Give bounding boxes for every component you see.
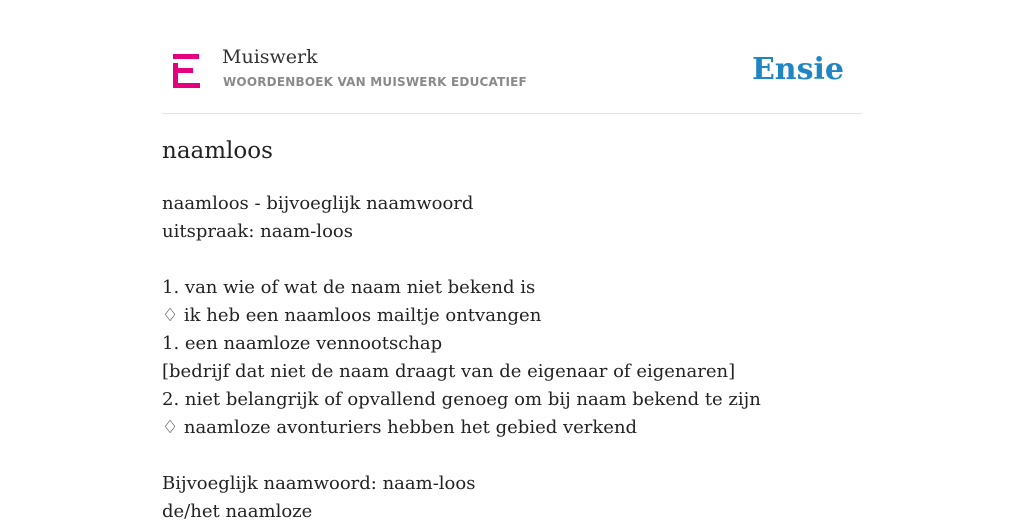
definition-line-meaning-2: 2. niet belangrijk of opvallend genoeg om bij naam bekend te zijn — [162, 389, 761, 410]
ensie-brand-link[interactable]: Ensie — [751, 52, 844, 87]
logo-bar-bottom — [173, 83, 200, 88]
definition-line-word-class: naamloos - bijvoeglijk naamwoord — [162, 193, 474, 214]
definition-line-phrase-1: 1. een naamloze vennootschap — [162, 333, 443, 354]
muiswerk-logo-icon[interactable] — [173, 54, 200, 88]
definition-line-phrase-explanation: [bedrijf dat niet de naam draagt van de eigenaar of eigenaren] — [162, 361, 736, 382]
definition-line-example-1: ♢ ik heb een naamloos mailtje ontvangen — [162, 305, 542, 326]
definition-spacer — [162, 246, 761, 274]
header — [162, 0, 862, 114]
definition-body — [162, 190, 761, 526]
site-subtitle: WOORDENBOEK VAN MUISWERK EDUCATIEF — [223, 75, 527, 89]
logo-bar-top — [173, 54, 199, 59]
definition-line-meaning-1: 1. van wie of wat de naam niet bekend is — [162, 277, 536, 298]
definition-spacer — [162, 442, 761, 470]
entry-title: naamloos — [162, 138, 273, 164]
definition-line-forms: de/het naamloze — [162, 501, 313, 522]
page-container — [162, 0, 862, 522]
site-name[interactable]: Muiswerk — [222, 46, 318, 68]
definition-line-pronunciation: uitspraak: naam-loos — [162, 221, 353, 242]
logo-bar-middle — [173, 68, 193, 73]
definition-line-example-2: ♢ naamloze avonturiers hebben het gebied verkend — [162, 417, 638, 438]
definition-line-hyphenation: Bijvoeglijk naamwoord: naam-loos — [162, 473, 476, 494]
